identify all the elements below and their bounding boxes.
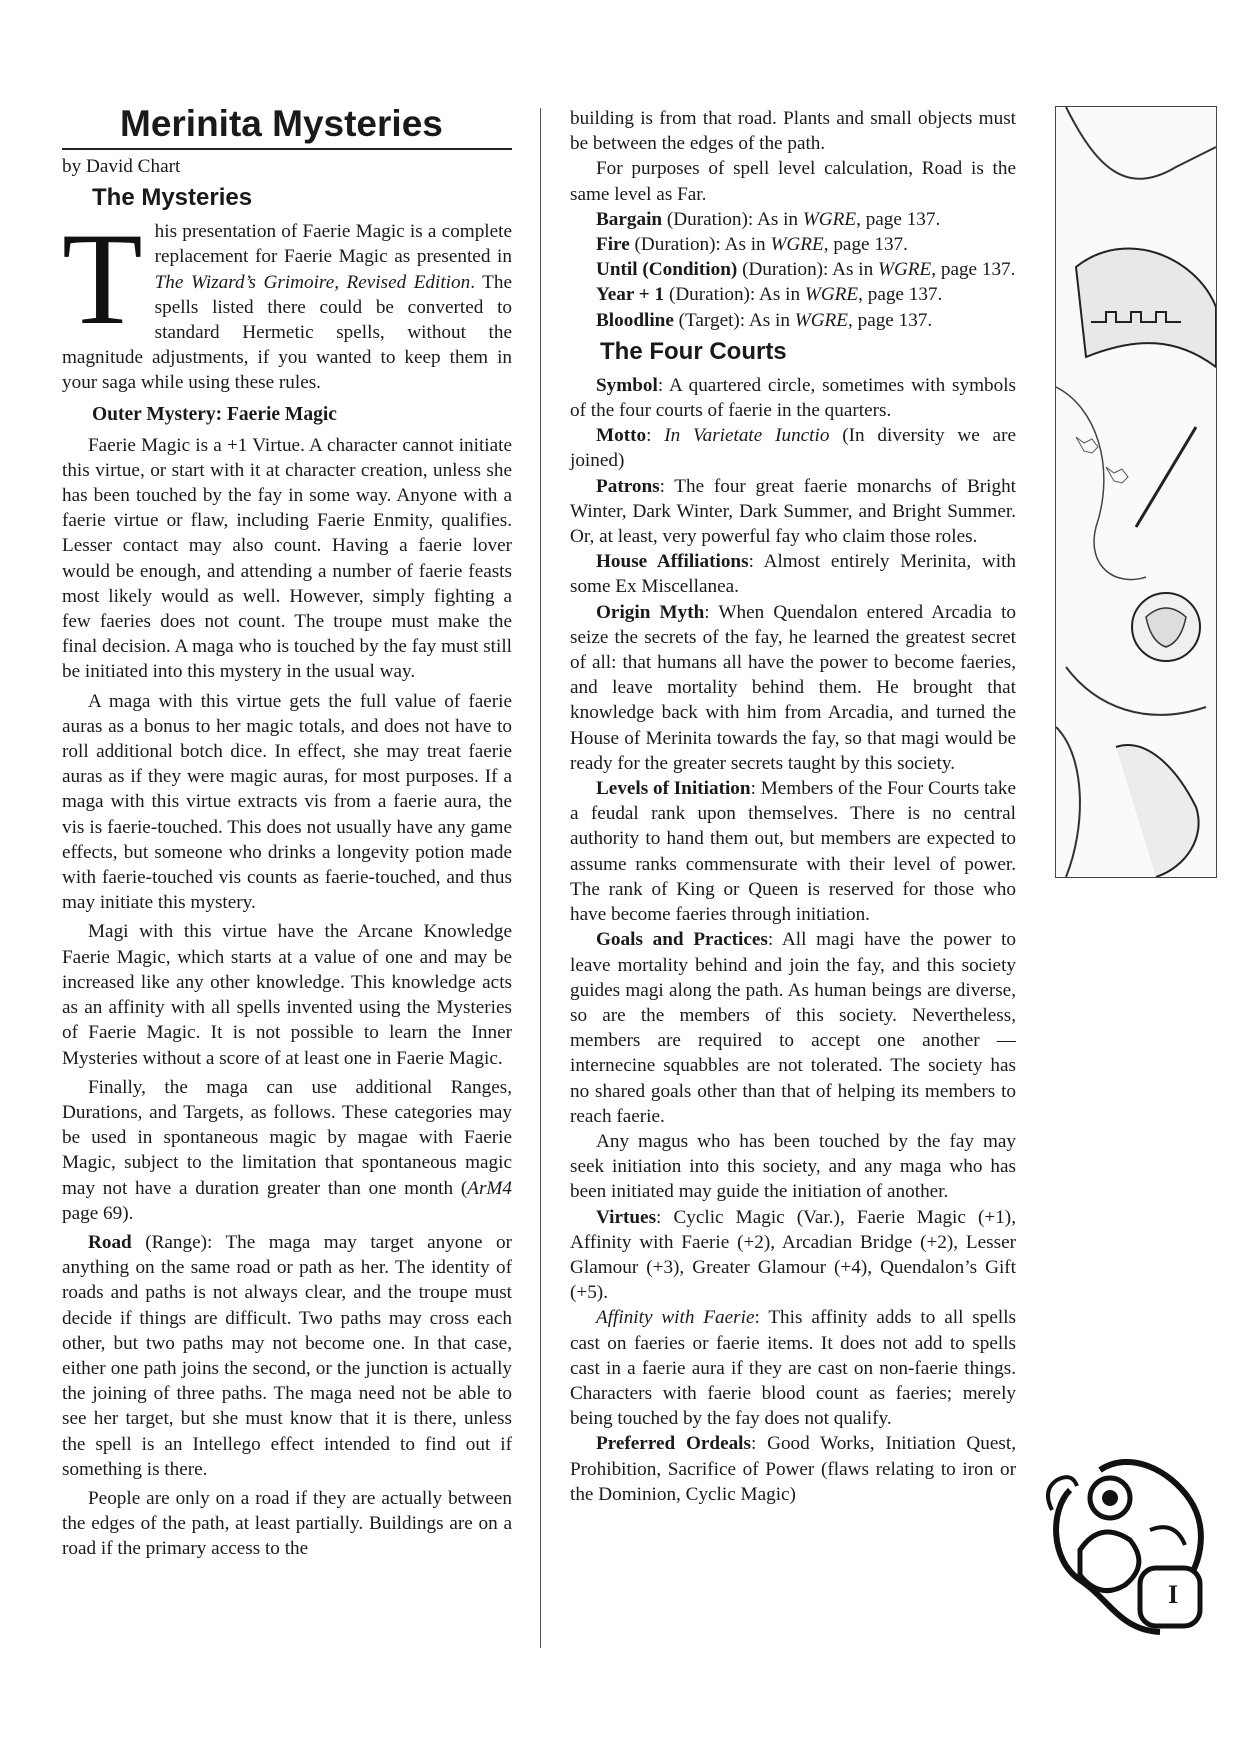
bargain-entry: Bargain (Duration): As in WGRE, page 137. bbox=[596, 208, 941, 230]
paragraph: Magi with this virtue have the Arcane Knowledge Faerie Magic, which starts at a value of one and may be increased like any other knowledge. This knowledge acts as an affinity with all spells invented using the Mysteries of Faerie Magic. It is not possible to learn the Inner Mysteries without a score of at least one in Faerie Magic. bbox=[62, 921, 512, 1069]
page-number: I bbox=[1167, 1580, 1179, 1609]
affinity-entry: Affinity with Faerie: This affinity adds to all spells cast on faeries or faerie items. It does not add to spells cast in a faerie aura if they are cast on non-faerie things. Characters with faerie blood count as faeries; merely being touched by the fay does not qualify. bbox=[570, 1307, 1016, 1430]
goals-entry: Goals and Practices: All magi have the power to leave mortality behind and join the fay, and this society guides magi along the path. As human beings are diverse, so are the members of this society. Nevertheless, members are required to accept one another — internecine squabbles are not tolerated. The society has no shared goals other than that of helping its members to reach faerie. bbox=[570, 929, 1016, 1127]
byline: by David Chart bbox=[62, 156, 181, 177]
paragraph: For purposes of spell level calculation, Road is the same level as Far. bbox=[570, 158, 1016, 205]
paragraph: A maga with this virtue gets the full value of faerie auras as a bonus to her magic totals, and does not have to roll additional botch dice. In effect, she may treat faerie auras as if they were magic auras, for most purposes. If a maga with this virtue extracts vis from a faerie aura, the vis is faerie-touched. This does not usually have any game effects, but someone who drinks a longevity potion made with faerie-touched vis counts as faerie-touched, and thus may initiate this mystery. bbox=[62, 690, 512, 914]
book-title: The Wizard’s Grimoire, Revised Edition bbox=[154, 271, 471, 293]
intro-block bbox=[62, 205, 512, 395]
paragraph: Faerie Magic is a +1 Virtue. A character cannot initiate this virtue, or start with it at character creation, unless she has been touched by the fay in some way. Anyone with a faerie virtue or flaw, including Faerie Enmity, qualifies. Lesser contact may also count. Having a faerie lover would be enough, and attending a number of faerie feasts most likely would as well. However, simply fighting a few faeries does not count. The troupe must make the final decision. A maga who is touched by the fay must still be initiated into this mystery in the usual way. bbox=[62, 434, 512, 683]
illustration-svg bbox=[1056, 107, 1216, 877]
house-entry: House Affiliations: Almost entirely Merinita, with some Ex Miscellanea. bbox=[570, 551, 1016, 598]
levels-entry: Levels of Initiation: Members of the Four Courts take a feudal rank upon themselves. There is no central authority to hand them out, but members are expected to assume ranks commensurate with their level of power. The rank of King or Queen is reserved for those who have become faeries through initiation. bbox=[570, 778, 1016, 926]
bloodline-entry: Bloodline (Target): As in WGRE, page 137. bbox=[596, 309, 933, 331]
faerie-illustration bbox=[1055, 106, 1217, 878]
origin-entry: Origin Myth: When Quendalon entered Arcadia to seize the secrets of the fay, he learned the greatest secret of all: that humans all have the power to become faeries, and leave mortality behind them. He brought that knowledge back with him from Arcadia, and turned the House of Merinita towards the fay, so that magi would be ready for the greater secrets taught by this society. bbox=[570, 601, 1017, 774]
ordeals-entry: Preferred Ordeals: Good Works, Initiation Quest, Prohibition, Sacrifice of Power (flaws relating to iron or the Dominion, Cyclic Magic) bbox=[570, 1433, 1016, 1505]
until-entry: Until (Condition) (Duration): As in WGRE, page 137. bbox=[596, 259, 1016, 281]
subheading-outer-mystery: Outer Mystery: Faerie Magic bbox=[92, 403, 337, 425]
drop-cap: T bbox=[62, 205, 143, 353]
paragraph: Finally, the maga can use additional Ranges, Durations, and Targets, as follows. These categories may be used in spontaneous magic by magae with Faerie Magic, subject to the limitation that spontaneous magic may not have a duration greater than one month (ArM4 page 69). bbox=[62, 1076, 512, 1224]
virtues-entry: Virtues: Cyclic Magic (Var.), Faerie Magic (+1), Affinity with Faerie (+2), Arcadian Bridge (+2), Lesser Glamour (+3), Greater Glamour (+4), Quendalon’s Gift (+5). bbox=[570, 1206, 1016, 1304]
year-entry: Year + 1 (Duration): As in WGRE, page 137. bbox=[596, 284, 943, 306]
paragraph: People are only on a road if they are actually between the edges of the path, at least partially. Buildings are on a road if the primary access to the bbox=[62, 1487, 512, 1560]
road-label: Road bbox=[88, 1231, 132, 1253]
patrons-entry: Patrons: The four great faerie monarchs of Bright Winter, Dark Winter, Dark Summer, and Bright Summer. Or, at least, very powerful fay who claim those roles. bbox=[570, 475, 1016, 548]
symbol-entry: Symbol: A quartered circle, sometimes with symbols of the four courts of faerie in the quarters. bbox=[570, 374, 1016, 422]
column-divider bbox=[540, 108, 541, 1648]
left-column bbox=[62, 102, 512, 1562]
knot-ornament bbox=[1040, 1450, 1220, 1640]
section-heading-four-courts: The Four Courts bbox=[600, 337, 787, 365]
right-column bbox=[570, 106, 1016, 1507]
paragraph: building is from that road. Plants and small objects must be between the edges of the path. bbox=[570, 108, 1016, 155]
intro-paragraph: his presentation of Faerie Magic is a complete replacement for Faerie Magic as presented in The Wizard’s Grimoire, Revised Edition. The spells listed there could be converted to standard Hermetic spells, without the magnitude adjustments, if you wanted to keep them in your saga while using these rules. bbox=[62, 221, 512, 394]
page-ornament bbox=[1040, 1450, 1220, 1640]
motto-entry: Motto: In Varietate Iunctio (In diversity we are joined) bbox=[570, 425, 1016, 472]
road-entry: Road (Range): The maga may target anyone or anything on the same road or path as her. The identity of roads and paths is not always clear, and the troupe must decide if things are difficult. Two paths may cross each other, but two paths may not become one. In that case, either one path joins the second, or the junction is actually the joining of three paths. The maga need not be able to see her target, but she must know that it is there, unless the spell is an Intellego effect intended to find out if something is there. bbox=[62, 1231, 512, 1480]
paragraph: Any magus who has been touched by the fay may seek initiation into this society, and any maga who has been initiated may guide the initiation of another. bbox=[570, 1130, 1016, 1203]
section-heading-mysteries: The Mysteries bbox=[92, 184, 253, 212]
page-title: Merinita Mysteries bbox=[62, 102, 512, 150]
fire-entry: Fire (Duration): As in WGRE, page 137. bbox=[596, 234, 908, 256]
